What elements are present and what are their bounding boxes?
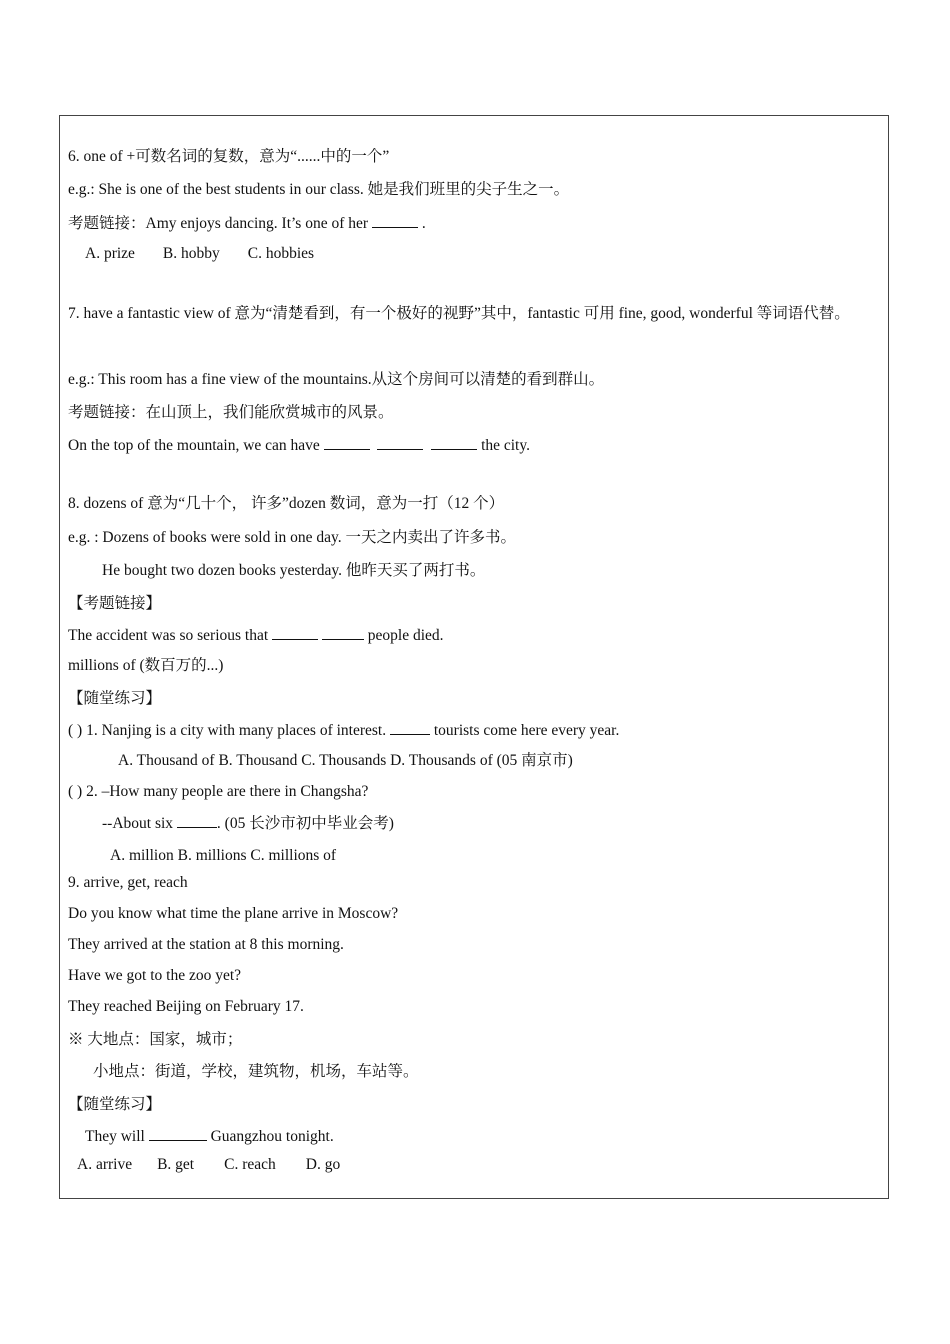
option-c: C. reach <box>224 1156 276 1173</box>
point-7-heading: 7. have a fantastic view of 意为“清楚看到，有一个极好的视野”其中，fantastic 可用 fine, good, wonderful 等词语代替。 <box>68 305 850 322</box>
option-b: B. hobby <box>162 245 220 262</box>
question-text-end: . (05 长沙市初中毕业会考) <box>216 815 394 832</box>
answer-blank-1 <box>324 435 370 450</box>
practice-q1-options: A. Thousand of B. Thousand C. Thousands D. Thousands of (05 南京市) <box>118 752 573 769</box>
question-text-end: tourists come here every year. <box>429 722 620 739</box>
practice-label-2: 【随堂练习】 <box>68 1096 162 1113</box>
answer-blank-2 <box>322 625 364 640</box>
option-a: A. arrive <box>77 1156 133 1173</box>
point-7-exercise-sentence <box>68 435 882 456</box>
exercise-text-end: the city. <box>477 437 530 454</box>
millions-of-note: millions of (数百万的...) <box>68 657 224 674</box>
small-place-note: 小地点：街道，学校，建筑物，机场，车站等。 <box>93 1063 419 1080</box>
practice-q2: ( ) 2. –How many people are there in Changsha? <box>68 783 369 800</box>
exercise-text: The accident was so serious that <box>68 627 273 644</box>
exercise-text-end: . <box>417 215 426 232</box>
point-6-heading: 6. one of +可数名词的复数，意为“......中的一个” <box>68 148 390 165</box>
option-a: A. prize <box>85 245 135 262</box>
answer-blank-3 <box>431 435 477 450</box>
point-8-example-2: He bought two dozen books yesterday. 他昨天买了两打书。 <box>102 562 486 579</box>
point-9-example-3: Have we got to the zoo yet? <box>68 967 242 984</box>
answer-blank <box>390 720 430 735</box>
point-8-heading: 8. dozens of 意为“几十个， 许多”dozen 数词，意为一打（12 个） <box>68 495 505 512</box>
point-7-exercise: 考题链接：在山顶上，我们能欣赏城市的风景。 <box>68 404 394 421</box>
answer-blank <box>177 813 217 828</box>
practice-q3 <box>85 1126 882 1147</box>
point-9-example-1: Do you know what time the plane arrive in Moscow? <box>68 905 399 922</box>
exercise-text: 考题链接：Amy enjoys dancing. It’s one of her <box>68 215 372 232</box>
point-9-example-4: They reached Beijing on February 17. <box>68 998 304 1015</box>
practice-q1 <box>68 720 882 741</box>
point-6-exercise <box>68 213 882 234</box>
practice-q2-answer <box>102 813 882 834</box>
exercise-text: On the top of the mountain, we can have <box>68 437 324 454</box>
option-c: C. hobbies <box>247 245 315 262</box>
question-text-end: Guangzhou tonight. <box>206 1128 334 1145</box>
option-b: B. get <box>157 1156 195 1173</box>
big-place-note: ※ 大地点：国家，城市； <box>68 1031 243 1048</box>
point-9-example-2: They arrived at the station at 8 this morning. <box>68 936 344 953</box>
point-8-example-1: e.g. : Dozens of books were sold in one day. 一天之内卖出了许多书。 <box>68 529 517 546</box>
practice-label-1: 【随堂练习】 <box>68 690 162 707</box>
option-d: D. go <box>305 1156 341 1173</box>
question-text: They will <box>85 1128 149 1145</box>
answer-blank-2 <box>377 435 423 450</box>
practice-q2-options: A. million B. millions C. millions of <box>110 847 337 864</box>
exam-link-label: 【考题链接】 <box>68 595 162 612</box>
answer-blank <box>372 213 418 228</box>
point-8-exercise <box>68 625 882 646</box>
point-6-options <box>85 244 882 264</box>
exercise-text-end: people died. <box>363 627 444 644</box>
point-7-example: e.g.: This room has a fine view of the mountains.从这个房间可以清楚的看到群山。 <box>68 371 605 388</box>
question-text: --About six <box>102 815 177 832</box>
point-6-example: e.g.: She is one of the best students in our class. 她是我们班里的尖子生之一。 <box>68 181 570 198</box>
practice-q3-options <box>77 1155 882 1175</box>
answer-blank-1 <box>272 625 318 640</box>
question-text: ( ) 1. Nanjing is a city with many places of interest. <box>68 722 390 739</box>
point-9-heading: 9. arrive, get, reach <box>68 874 188 891</box>
answer-blank <box>149 1126 207 1141</box>
